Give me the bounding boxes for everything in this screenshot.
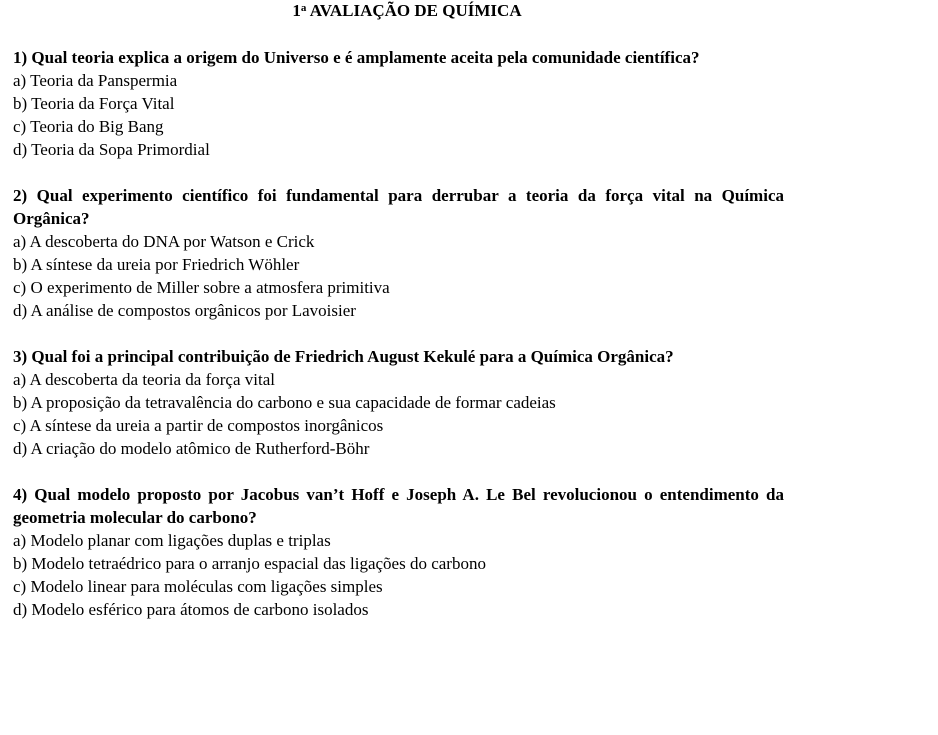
question-4 <box>13 483 784 621</box>
option-d: d) Modelo esférico para átomos de carbono isolados <box>13 600 369 619</box>
option-c: c) Modelo linear para moléculas com ligações simples <box>13 577 383 596</box>
question-text: 3) Qual foi a principal contribuição de Friedrich August Kekulé para a Química Orgânica? <box>13 347 674 366</box>
option-b: b) Modelo tetraédrico para o arranjo espacial das ligações do carbono <box>13 554 486 573</box>
question-text: 4) Qual modelo proposto por Jacobus van’t Hoff e Joseph A. Le Bel revolucionou o entendimento da geometria molecular do carbono? <box>13 485 784 527</box>
document-page <box>13 0 784 644</box>
option-a: a) A descoberta do DNA por Watson e Crick <box>13 232 315 251</box>
option-a: a) A descoberta da teoria da força vital <box>13 370 275 389</box>
title-text: AVALIAÇÃO DE QUÍMICA <box>306 1 522 20</box>
question-text: 2) Qual experimento científico foi fundamental para derrubar a teoria da força vital na Química Orgânica? <box>13 186 784 228</box>
option-c: c) Teoria do Big Bang <box>13 117 164 136</box>
option-a: a) Teoria da Panspermia <box>13 71 178 90</box>
question-2 <box>13 184 784 322</box>
question-text: 1) Qual teoria explica a origem do Universo e é amplamente aceita pela comunidade científica? <box>13 48 700 67</box>
option-c: c) O experimento de Miller sobre a atmosfera primitiva <box>13 278 390 297</box>
option-c: c) A síntese da ureia a partir de compostos inorgânicos <box>13 416 384 435</box>
option-a: a) Modelo planar com ligações duplas e triplas <box>13 531 331 550</box>
title-ordinal-suffix: a <box>300 2 307 14</box>
title-ordinal: 1 <box>292 1 301 20</box>
question-list <box>13 46 784 621</box>
question-1 <box>13 46 784 161</box>
page-title <box>30 1 784 21</box>
option-b: b) Teoria da Força Vital <box>13 94 175 113</box>
option-b: b) A proposição da tetravalência do carbono e sua capacidade de formar cadeias <box>13 393 556 412</box>
question-3 <box>13 345 784 460</box>
option-d: d) A análise de compostos orgânicos por Lavoisier <box>13 301 356 320</box>
option-d: d) Teoria da Sopa Primordial <box>13 140 210 159</box>
option-b: b) A síntese da ureia por Friedrich Wöhler <box>13 255 300 274</box>
option-d: d) A criação do modelo atômico de Rutherford-Böhr <box>13 439 370 458</box>
